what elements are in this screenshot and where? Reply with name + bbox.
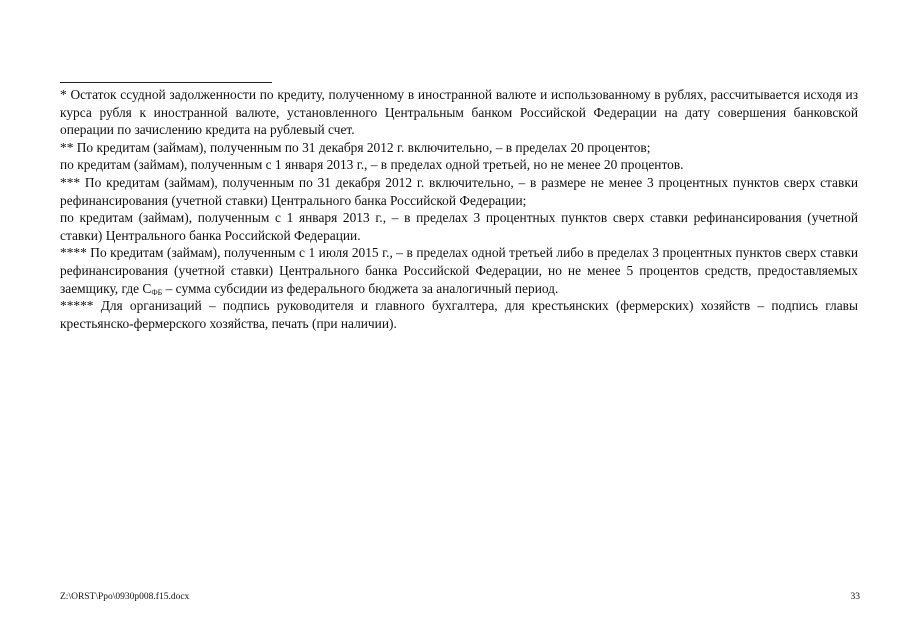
- footnote-3-part-2: по кредитам (займам), полученным с 1 января 2013 г., – в пределах 3 процентных пунктов сверх ставки рефинансирования (учетной ставки) Центрального банка Российской Федерации.: [60, 210, 858, 243]
- footnote-4-subscript: ФБ: [151, 287, 163, 297]
- footnote-3-part-1: *** По кредитам (займам), полученным по 31 декабря 2012 г. включительно, – в размере не менее 3 процентных пунктов сверх ставки рефинансирования (учетной ставки) Центрального банка Российской Федерации;: [60, 174, 858, 208]
- footnote-5: ***** Для организаций – подпись руководителя и главного бухгалтера, для крестьянских (фермерских) хозяйств – подпись главы крестьянско-фермерского хозяйства, печать (при наличии).: [60, 298, 858, 331]
- footnote-4-text-end: – сумма субсидии из федерального бюджета за аналогичный период.: [162, 280, 559, 296]
- footnote-separator: [60, 82, 272, 83]
- footnote-4: [60, 244, 858, 297]
- page-number: 33: [850, 592, 860, 602]
- footnote-2-part-1: ** По кредитам (займам), полученным по 31 декабря 2012 г. включительно, – в пределах 20 процентов;: [60, 139, 651, 155]
- footnote-1: * Остаток ссудной задолженности по кредиту, полученному в иностранной валюте и использованному в рублях, рассчитывается исходя из курса рубля к иностранной валюте, установленного Центральным банком Российской Федерации на дату совершения банковской операции по зачислению кредита на рублевый счет.: [60, 87, 858, 138]
- footer-file-path: Z:\ORST\Ppo\0930p008.f15.docx: [60, 592, 190, 602]
- footnote-4-text: **** По кредитам (займам), полученным с 1 июля 2015 г., – в пределах одной третьей либо в пределах 3 процентных пунктов сверх ставки рефинансирования (учетной ставки) Центрального банка Российской Федерации, но не менее 5 процентов средств, предоставляемых заемщику, где С: [60, 245, 858, 296]
- footnotes-block: [60, 86, 858, 332]
- footnote-2-part-2: по кредитам (займам), полученным с 1 января 2013 г., – в пределах одной третьей, но не менее 20 процентов.: [60, 157, 684, 173]
